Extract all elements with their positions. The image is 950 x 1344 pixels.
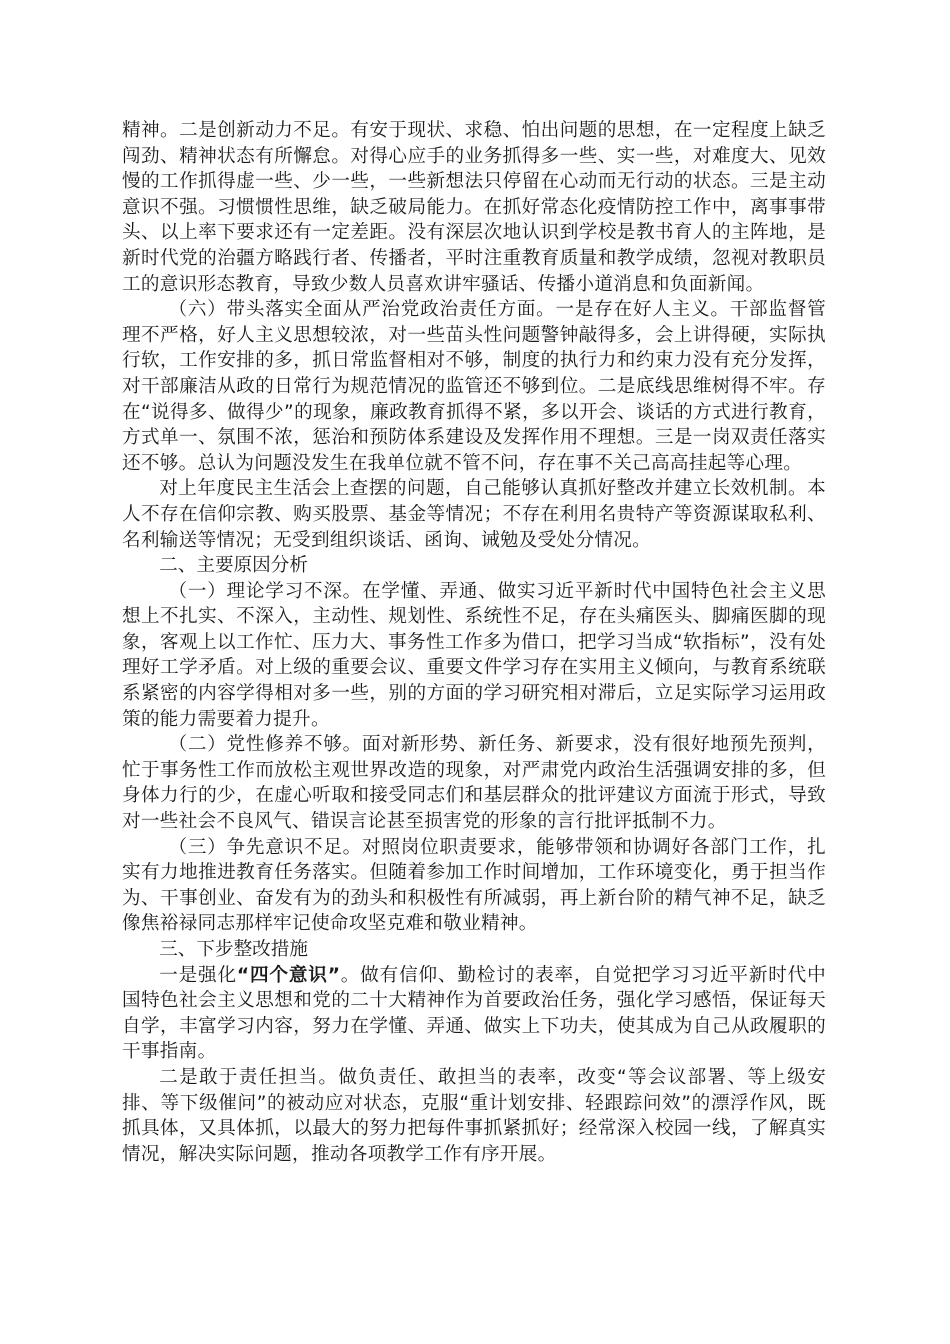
- paragraph-cause-three: （三）争先意识不足。对照岗位职责要求，能够带领和协调好各部门工作，扎实有力地推进教育任务落实。但随着参加工作时间增加，工作环境变化，勇于担当作为、干事创业、奋发有为的劲头和积极性有所减弱，再上新台阶的精气神不足，缺乏像焦裕禄同志那样牢记使命攻坚克难和敬业精神。: [122, 836, 826, 935]
- measure-one-emphasis: “四个意识”: [236, 964, 341, 986]
- paragraph-continuation: 精神。二是创新动力不足。有安于现状、求稳、怕出问题的思想，在一定程度上缺乏闯劲、精神状态有所懈怠。对得心应手的业务抓得多一些、实一些，对难度大、见效慢的工作抓得虚一些、少一些，一些新想法只停留在心动而无行动的状态。三是主动意识不强。习惯惯性思维，缺乏破局能力。在抓好常态化疫情防控工作中，离事事带头、以上率下要求还有一定差距。没有深层次地认识到学校是教书育人的主阵地，是新时代党的治疆方略践行者、传播者，平时注重教育质量和教学成绩，忽视对教职员工的意识形态教育，导致少数人员喜欢讲牢骚话、传播小道消息和负面新闻。: [122, 120, 826, 295]
- document-page: [122, 118, 826, 1167]
- paragraph-last-year-issues: 对上年度民主生活会上查摆的问题，自己能够认真抓好整改并建立长效机制。本人不存在信仰宗教、购买股票、基金等情况；不存在利用名贵特产等资源谋取私利、名利输送等情况；无受到组织谈话、函询、诫勉及受处分情况。: [122, 478, 826, 551]
- paragraph-measure-one: [122, 963, 826, 1065]
- paragraph-cause-two: （二）党性修养不够。面对新形势、新任务、新要求，没有很好地预先预判，忙于事务性工作而放松主观世界改造的现象，对严肃党内政治生活强调安排的多，但身体力行的少，在虚心听取和接受同志们和基层群众的批评建议方面流于形式，导致对一些社会不良风气、错误言论甚至损害党的形象的言行批评抵制不力。: [122, 734, 826, 833]
- paragraph-cause-one: （一）理论学习不深。在学懂、弄通、做实习近平新时代中国特色社会主义思想上不扎实、不深入，主动性、规划性、系统性不足，存在头痛医头、脚痛医脚的现象，客观上以工作忙、压力大、事务性工作多为借口，把学习当成“软指标”，没有处理好工学矛盾。对上级的重要会议、重要文件学习存在实用主义倾向，与教育系统联系紧密的内容学得相对多一些，别的方面的学习研究相对滞后，立足实际学习运用政策的能力需要着力提升。: [122, 580, 826, 730]
- paragraph-measure-two: 二是敢于责任担当。做负责任、敢担当的表率，改变“等会议部署、等上级安排、等下级催问”的被动应对状态，克服“重计划安排、轻跟踪问效”的漂浮作风，既抓具体，又具体抓，以最大的努力把每件事抓紧抓好；经常深入校园一线，了解真实情况，解决实际问题，推动各项教学工作有序开展。: [122, 1066, 826, 1165]
- measure-one-body: 。做有信仰、勤检讨的表率，自觉把学习习近平新时代中国特色社会主义思想和党的二十大精神作为首要政治任务，强化学习感悟，保证每天自学，丰富学习内容，努力在学懂、弄通、做实上下功夫，使其成为自己从政履职的干事指南。: [122, 964, 826, 1063]
- paragraph-section-six: （六）带头落实全面从严治党政治责任方面。一是存在好人主义。干部监督管理不严格，好人主义思想较浓，对一些苗头性问题警钟敲得多，会上讲得硬，实际执行软，工作安排的多，抓日常监督相对不够，制度的执行力和约束力没有充分发挥，对干部廉洁从政的日常行为规范情况的监管还不够到位。二是底线思维树得不牢。存在“说得多、做得少”的现象，廉政教育抓得不紧，多以开会、谈话的方式进行教育，方式单一、氛围不浓，惩治和预防体系建设及发挥作用不理想。三是一岗双责任落实还不够。总认为问题没发生在我单位就不管不问，存在事不关己高高挂起等心理。: [122, 299, 826, 474]
- heading-cause-analysis: 二、主要原因分析: [159, 555, 308, 577]
- measure-one-lead: 一是强化: [159, 964, 237, 986]
- heading-rectification-measures: 三、下步整改措施: [159, 939, 308, 960]
